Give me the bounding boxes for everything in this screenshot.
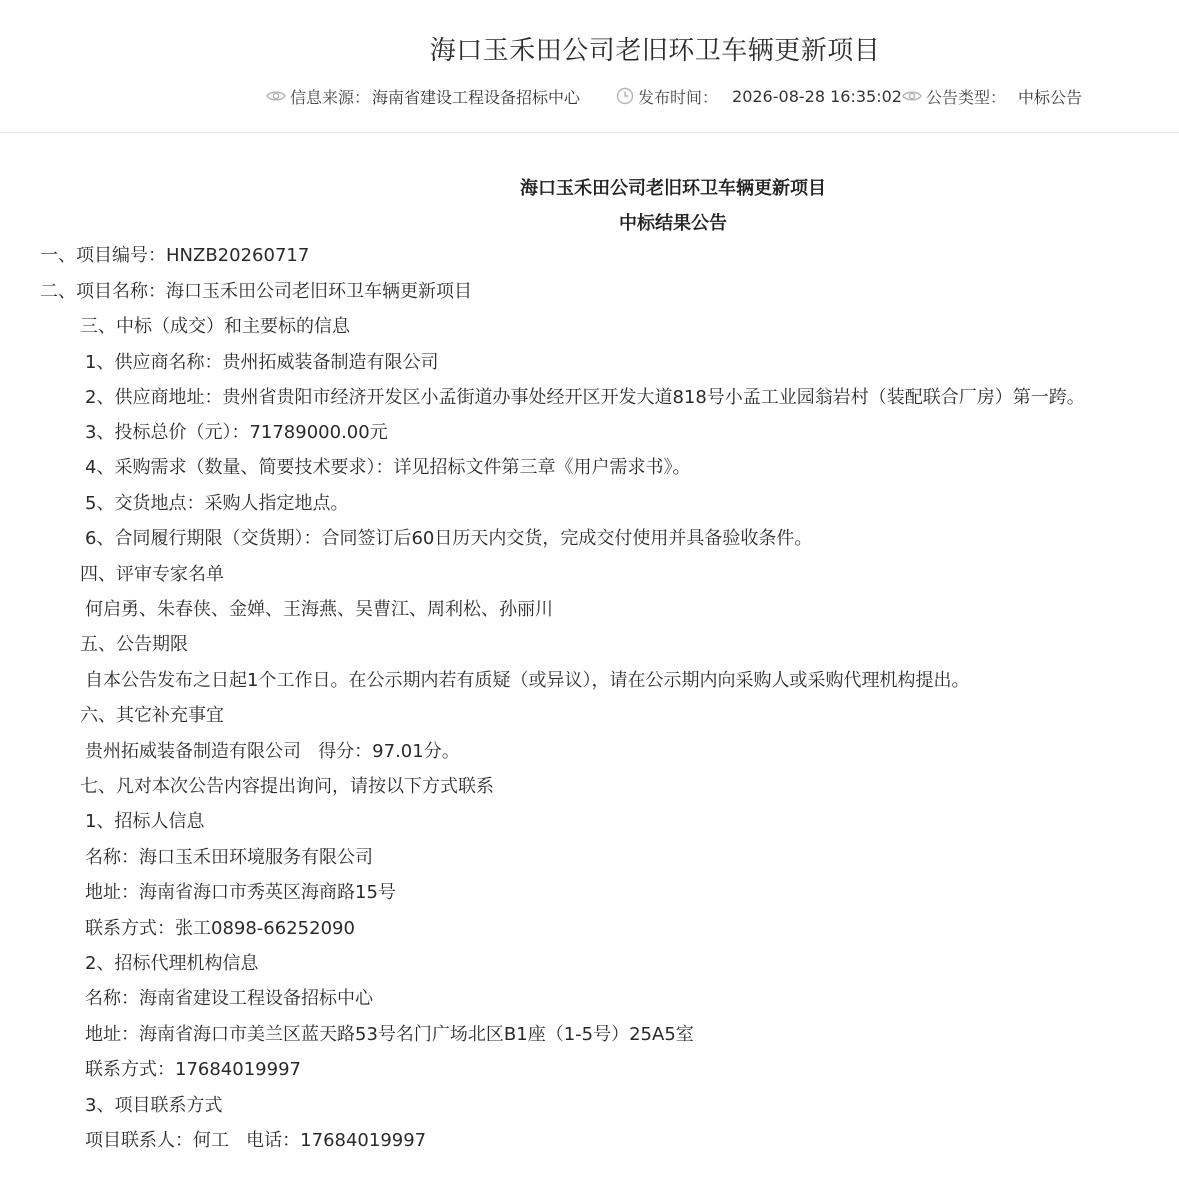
list-item: 4、采购需求（数量、简要技术要求）：详见招标文件第三章《用户需求书》。: [85, 457, 691, 478]
section-heading: 四、评审专家名单: [80, 564, 224, 585]
list-item: 项目联系人：何工 电话：17684019997: [85, 1130, 427, 1151]
eye-icon: [902, 89, 922, 103]
eye-icon: [266, 89, 286, 103]
document-subheading: 中标结果公告: [619, 213, 727, 234]
list-item: 联系方式：张工0898-66252090: [85, 918, 355, 939]
document-heading: 海口玉禾田公司老旧环卫车辆更新项目: [520, 178, 826, 199]
list-item: 3、项目联系方式: [85, 1095, 223, 1116]
section-heading: 七、凡对本次公告内容提出询问，请按以下方式联系: [80, 776, 494, 797]
project-number: 一、项目编号：HNZB20260717: [40, 245, 310, 266]
list-item: 名称：海口玉禾田环境服务有限公司: [85, 847, 373, 868]
list-item: 1、供应商名称：贵州拓威装备制造有限公司: [85, 352, 439, 373]
list-item: 5、交货地点：采购人指定地点。: [85, 493, 349, 514]
list-item: 3、投标总价（元）：71789000.00元: [85, 422, 388, 443]
project-name: 二、项目名称：海口玉禾田公司老旧环卫车辆更新项目: [40, 281, 472, 302]
notice-period-text: 自本公告发布之日起1个工作日。在公示期内若有质疑（或异议），请在公示期内向采购人或采购代理机构提出。: [85, 670, 970, 691]
list-item: 2、供应商地址：贵州省贵阳市经济开发区小孟街道办事处经开区开发大道818号小孟工业园翁岩村（装配联合厂房）第一跨。: [85, 387, 1085, 408]
section-heading: 六、其它补充事宜: [80, 705, 224, 726]
list-item: 联系方式：17684019997: [85, 1059, 301, 1080]
expert-list: 何启勇、朱春侠、金婵、王海燕、吴曹江、周利松、孙丽川: [85, 599, 553, 620]
meta-source-label: 信息来源：: [290, 87, 371, 107]
page-title: 海口玉禾田公司老旧环卫车辆更新项目: [429, 36, 881, 66]
list-item: 1、招标人信息: [85, 811, 205, 832]
meta-source-value: 海南省建设工程设备招标中心: [372, 87, 581, 107]
list-item: 地址：海南省海口市秀英区海商路15号: [85, 882, 396, 903]
meta-type-label: 公告类型：: [926, 87, 1007, 107]
meta-source: [266, 85, 580, 108]
list-item: 2、招标代理机构信息: [85, 953, 259, 974]
list-item: 地址：海南省海口市美兰区蓝天路53号名门广场北区B1座（1-5号）25A5室: [85, 1024, 694, 1045]
meta-type: [902, 85, 1082, 108]
meta-type-value: 中标公告: [1018, 87, 1083, 107]
meta-time-value: 2026-08-28 16:35:02: [732, 86, 902, 106]
section-heading: 三、中标（成交）和主要标的信息: [80, 316, 350, 337]
meta-time-label: 发布时间：: [638, 87, 719, 107]
page-header: [0, 0, 1179, 133]
clock-icon: [616, 87, 634, 105]
score-text: 贵州拓威装备制造有限公司 得分：97.01分。: [85, 741, 460, 762]
meta-time: [616, 85, 902, 108]
section-heading: 五、公告期限: [80, 634, 188, 655]
list-item: 6、合同履行期限（交货期）：合同签订后60日历天内交货，完成交付使用并具备验收条件。: [85, 528, 813, 549]
list-item: 名称：海南省建设工程设备招标中心: [85, 988, 373, 1009]
